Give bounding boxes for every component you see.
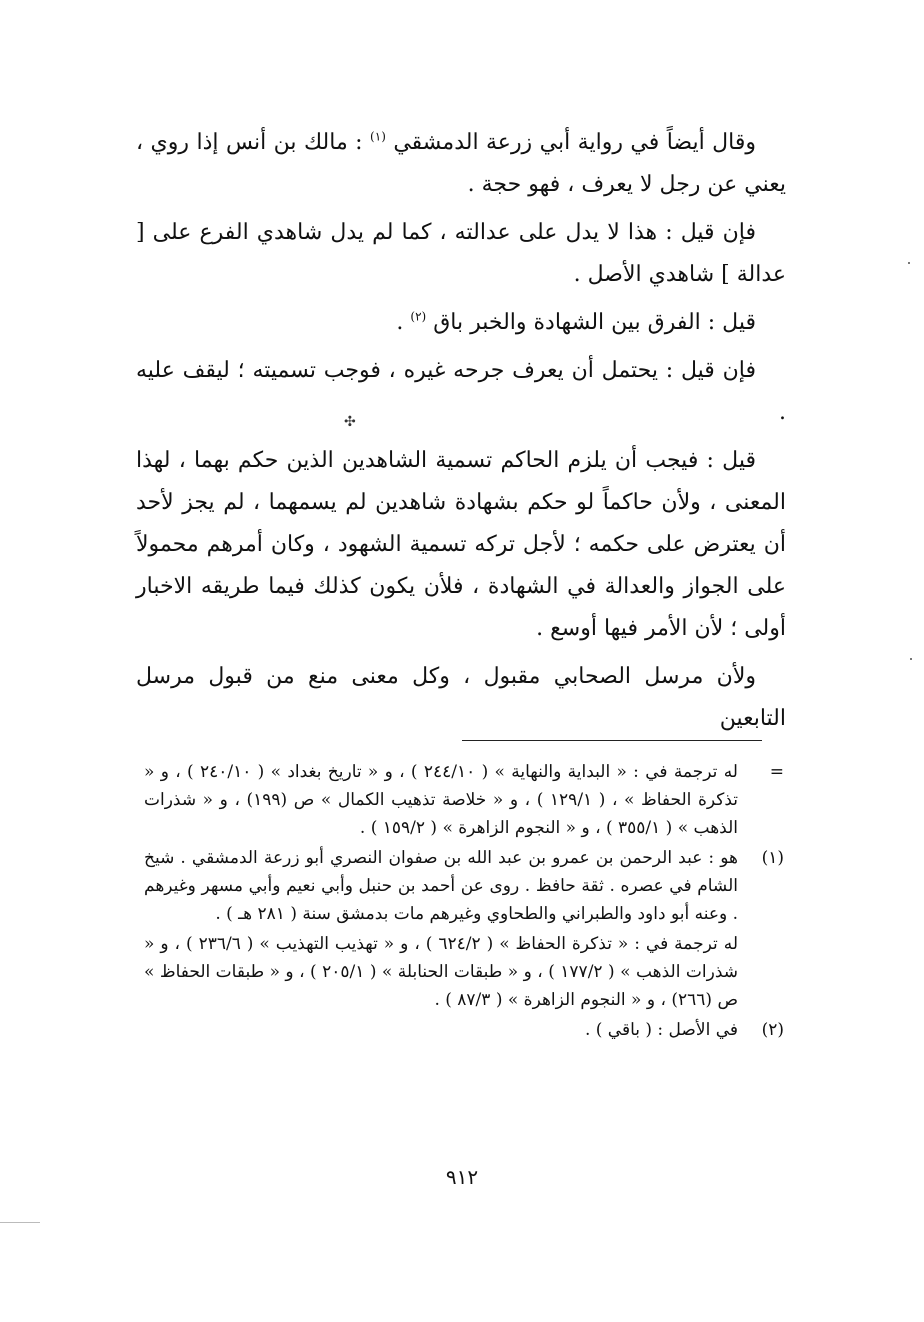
footnote-text: له ترجمة في : « تذكرة الحفاظ » ( ٦٢٤/٢ ) ، و « تهذيب التهذيب » ( ٢٣٦/٦ ) ، و « شذرات الذهب » ( ١٧٧/٢ ) ، و « طبقات الحنابلة » ( ٢٠٥/١ ) ، و « طبقات الحفاظ » ص (٢٦٦) ، و « النجوم الزاهرة » ( ٨٧/٣ ) . — [144, 934, 738, 1010]
footnote-2 — [144, 1016, 784, 1044]
footnote-text: في الأصل : ( باقي ) . — [584, 1020, 738, 1040]
scan-speck — [908, 262, 910, 264]
footnote-mark: (١) — [761, 848, 784, 868]
paragraph-2: فإن قيل : هذا لا يدل على عدالته ، كما لم يدل شاهدي الفرع على [ عدالة ] شاهدي الأصل . — [136, 220, 786, 287]
footnote-mark: (٢) — [761, 1020, 784, 1040]
footnote-ref-2: (٢) — [410, 309, 427, 324]
paragraph-1-text-a: وقال أيضاً في رواية أبي زرعة الدمشقي — [385, 130, 756, 155]
paragraph-3 — [136, 302, 786, 344]
paragraph-1-text-b: : مالك بن أنس إذا روي ، يعني عن رجل لا يعرف ، فهو حجة . — [136, 130, 786, 197]
paragraph-3-text-a: قيل : الفرق بين الشهادة والخبر باق — [426, 310, 756, 335]
scan-speck — [910, 658, 912, 660]
footnote-divider — [462, 740, 762, 741]
footnote-1-sources — [144, 930, 784, 1014]
footnote-text: هو : عبد الرحمن بن عمرو بن عبد الله بن صفوان النصري أبو زرعة الدمشقي . شيخ الشام في عصره . ثقة حافظ . روى عن أحمد بن حنبل وأبي نعيم وأبي مسهر وغيرهم . وعنه أبو داود والطبراني والطحاوي وغيرهم مات بدمشق سنة ( ٢٨١ هـ ) . — [144, 848, 738, 924]
footnotes — [144, 758, 784, 1046]
paragraph-4: فإن قيل : يحتمل أن يعرف جرحه غيره ، فوجب تسميته ؛ ليقف عليه . — [136, 358, 786, 425]
footnote-continued — [144, 758, 784, 842]
footnote-1 — [144, 844, 784, 928]
paragraph-3-text-b: . — [396, 310, 411, 335]
paragraph-5: قيل : فيجب أن يلزم الحاكم تسمية الشاهدين الذين حكم بهما ، لهذا المعنى ، ولأن حاكماً لو حكم بشهادة شاهدين لم يسمهما ، لم يجز لأحد أن يعترض على حكمه ؛ لأجل تركه تسمية الشهود ، وكان أمرهم محمولاً على الجواز والعدالة في الشهادة ، فلأن يكون كذلك فيما طريقه الاخبار أولى ؛ لأن الأمر فيها أوسع . — [136, 448, 786, 641]
paragraph-6: ولأن مرسل الصحابي مقبول ، وكل معنى منع من قبول مرسل التابعين — [136, 664, 786, 731]
scan-edge-mark — [0, 1222, 40, 1223]
footnote-ref-1: (١) — [370, 129, 386, 144]
footnote-mark: = — [769, 762, 784, 782]
paragraph-1 — [136, 122, 786, 206]
page-number: ٩١٢ — [445, 1165, 479, 1189]
footnote-mark — [738, 930, 784, 1014]
ornament-icon: ✣ — [344, 414, 356, 430]
footnote-text: له ترجمة في : « البداية والنهاية » ( ٢٤٤/١٠ ) ، و « تاريخ بغداد » ( ٢٤٠/١٠ ) ، و « تذكرة الحفاظ » ، ( ١٢٩/١ ) ، و « خلاصة تذهيب الكمال » ص (١٩٩) ، و « شذرات الذهب » ( ٣٥٥/١ ) ، و « النجوم الزاهرة » ( ١٥٩/٢ ) . — [144, 762, 738, 838]
main-text — [136, 122, 786, 746]
